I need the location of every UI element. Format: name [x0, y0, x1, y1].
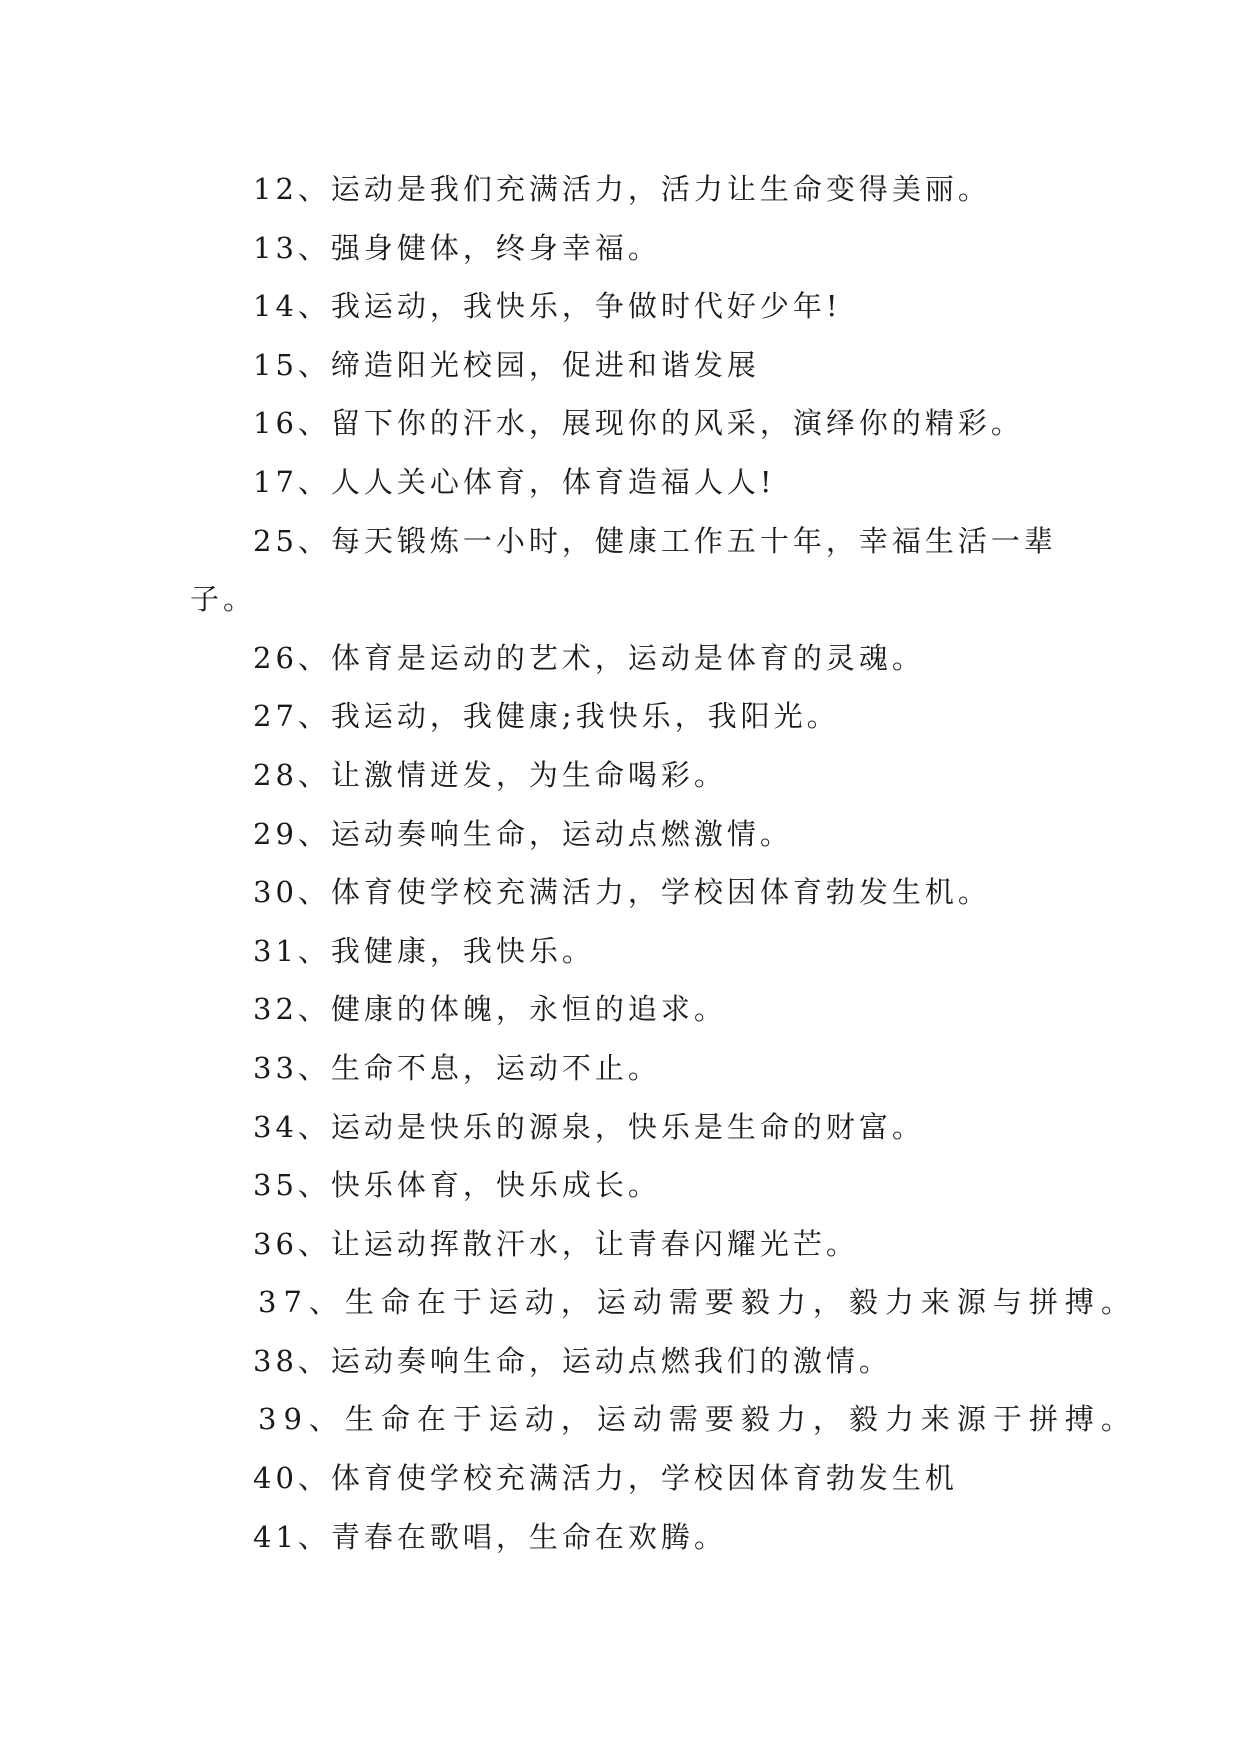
- text-line: 33、生命不息，运动不止。: [253, 1050, 661, 1085]
- text-line: 34、运动是快乐的源泉，快乐是生命的财富。: [253, 1109, 925, 1144]
- text-line: 12、运动是我们充满活力，活力让生命变得美丽。: [253, 172, 991, 206]
- text-line: 28、让激情迸发，为生命喝彩。: [253, 757, 727, 792]
- text-line: 36、让运动挥散汗水，让青春闪耀光芒。: [253, 1226, 859, 1261]
- text-line: 13、强身健体，终身幸福。: [253, 230, 661, 265]
- text-line-continuation: 子。: [190, 582, 257, 617]
- text-line: 40、体育使学校充满活力，学校因体育勃发生机: [253, 1461, 958, 1496]
- text-line: 39、生命在于运动，运动需要毅力，毅力来源于拼搏。: [258, 1402, 1137, 1437]
- text-line: 30、体育使学校充满活力，学校因体育勃发生机。: [253, 875, 991, 910]
- text-line: 41、青春在歌唱，生命在欢腾。: [253, 1519, 727, 1554]
- text-line: 16、留下你的汗水，展现你的风采，演绎你的精彩。: [253, 406, 1024, 441]
- text-line: 29、运动奏响生命，运动点燃激情。: [253, 816, 793, 851]
- text-line: 35、快乐体育，快乐成长。: [253, 1168, 661, 1203]
- text-line: 17、人人关心体育，体育造福人人!: [253, 464, 776, 499]
- text-line: 14、我运动，我快乐，争做时代好少年!: [253, 289, 842, 324]
- text-line: 15、缔造阳光校园，促进和谐发展: [253, 347, 760, 382]
- text-line: 31、我健康，我快乐。: [253, 933, 595, 968]
- text-line: 25、每天锻炼一小时，健康工作五十年，幸福生活一辈: [253, 523, 1057, 558]
- text-line: 38、运动奏响生命，运动点燃我们的激情。: [253, 1343, 892, 1378]
- slogan-list: [190, 160, 1137, 1566]
- text-line: 32、健康的体魄，永恒的追求。: [253, 992, 727, 1027]
- text-line: 26、体育是运动的艺术，运动是体育的灵魂。: [253, 640, 925, 675]
- text-line: 27、我运动，我健康;我快乐，我阳光。: [253, 699, 840, 734]
- text-line: 37、生命在于运动，运动需要毅力，毅力来源与拼搏。: [258, 1285, 1137, 1320]
